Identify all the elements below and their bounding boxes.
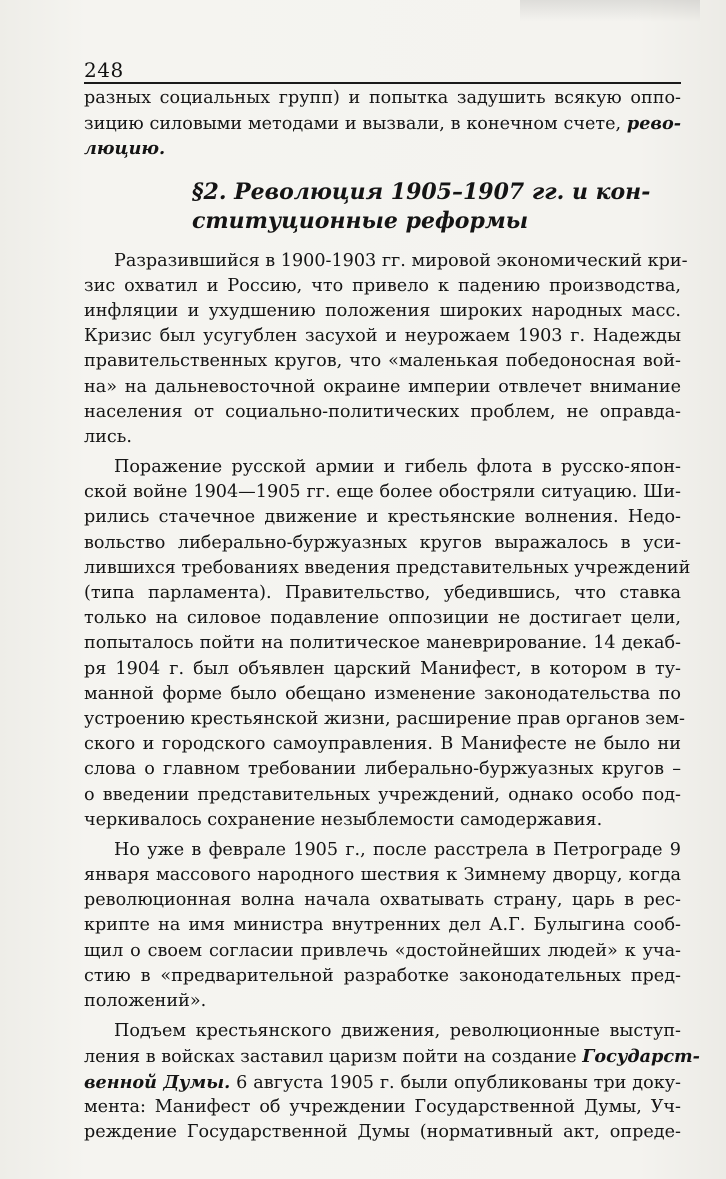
text-line: лившихся требованиях введения представительных учреждений bbox=[84, 557, 691, 578]
text-line bbox=[84, 1044, 700, 1069]
heading-line: §2. Революция 1905–1907 гг. и кон- bbox=[192, 178, 651, 205]
text-line: только на силовое подавление оппозиции не достигает цели, bbox=[84, 608, 681, 629]
text-line: революционная волна начала охватывать страну, царь в рес- bbox=[84, 890, 681, 911]
text-fragment: 6 августа 1905 г. были опубликованы три доку- bbox=[230, 1072, 682, 1093]
text-line: вольство либерально-буржуазных кругов выражалось в уси- bbox=[84, 532, 681, 553]
text-line: разных социальных групп) и попытка задушить всякую оппо- bbox=[84, 88, 681, 108]
section-heading bbox=[192, 178, 681, 236]
text-line bbox=[84, 111, 681, 136]
text-line: о введении представительных учреждений, однако особо под- bbox=[84, 784, 681, 805]
text-line: попыталось пойти на политическое маневрирование. 14 декаб- bbox=[84, 633, 681, 654]
text-line: черкивалось сохранение незыблемости самодержавия. bbox=[84, 809, 603, 830]
text-line: на» на дальневосточной окраине империи отвлечет внимание bbox=[84, 376, 681, 397]
text-block bbox=[84, 86, 700, 1150]
text-line: мента: Манифест об учреждении Государственной Думы, Уч- bbox=[84, 1096, 681, 1117]
paragraph-3 bbox=[84, 838, 681, 1014]
text-line: положений». bbox=[84, 991, 207, 1011]
text-line: (типа парламента). Правительство, убедившись, что ставка bbox=[84, 583, 681, 603]
text-line: стию в «предварительной разработке законодательных пред- bbox=[84, 965, 681, 986]
text-line: крипте на имя министра внутренних дел А.Г. Булыгина сооб- bbox=[84, 915, 681, 936]
text-line: реждение Государственной Думы (нормативный акт, опреде- bbox=[84, 1121, 681, 1142]
text-line: инфляции и ухудшению положения широких народных масс. bbox=[84, 300, 681, 321]
text-fragment: зицию силовыми методами и вызвали, в конечном счете, bbox=[84, 114, 627, 135]
text-line: слова о главном требовании либерально-буржуазных кругов – bbox=[84, 759, 681, 780]
text-line: рились стачечное движение и крестьянские волнения. Недо- bbox=[84, 507, 681, 528]
paragraph-4 bbox=[84, 1019, 700, 1145]
text-line: устроению крестьянской жизни, расширение прав органов зем- bbox=[84, 708, 685, 729]
text-line: щил о своем согласии привлечь «достойнейших людей» к уча- bbox=[84, 940, 681, 961]
text-line: Но уже в феврале 1905 г., после расстрела в Петрограде 9 bbox=[114, 839, 681, 860]
page-number: 248 bbox=[84, 58, 124, 82]
text-line: Разразившийся в 1900-1903 гг. мировой экономический кри- bbox=[114, 250, 688, 271]
bleed-through-shadow bbox=[520, 0, 700, 22]
text-line: лись. bbox=[84, 426, 132, 447]
text-line: зис охватил и Россию, что привело к падению производства, bbox=[84, 275, 681, 296]
text-line: января массового народного шествия к Зимнему дворцу, когда bbox=[84, 865, 681, 886]
emphasis-term: Государст- bbox=[582, 1046, 700, 1068]
text-line bbox=[84, 1070, 681, 1095]
text-fragment: ления в войсках заставил царизм пойти на создание bbox=[84, 1047, 583, 1068]
text-line: Подъем крестьянского движения, революционные выступ- bbox=[114, 1021, 681, 1042]
text-line: правительственных кругов, что «маленькая победоносная вой- bbox=[84, 351, 681, 372]
text-line: Кризис был усугублен засухой и неурожаем 1903 г. Надежды bbox=[84, 326, 681, 347]
text-line: ря 1904 г. был объявлен царский Манифест, в котором в ту- bbox=[84, 658, 681, 679]
paragraph-1 bbox=[84, 249, 688, 451]
emphasis-term: рево- bbox=[626, 113, 681, 135]
emphasis-term: люцию. bbox=[84, 138, 166, 160]
intro-paragraph bbox=[84, 86, 681, 162]
emphasis-term: венной Думы. bbox=[84, 1071, 231, 1093]
paragraph-2 bbox=[84, 455, 691, 833]
heading-line: ституционные реформы bbox=[192, 207, 529, 234]
header-rule bbox=[84, 82, 681, 84]
text-line: ской войне 1904—1905 гг. еще более обостряли ситуацию. Ши- bbox=[84, 482, 681, 503]
text-line: Поражение русской армии и гибель флота в русско-япон- bbox=[114, 457, 681, 478]
text-line: ского и городского самоуправления. В Манифесте не было ни bbox=[84, 734, 681, 755]
text-line: населения от социально-политических проблем, не оправда- bbox=[84, 401, 681, 422]
text-line: манной форме было обещано изменение законодательства по bbox=[84, 683, 681, 704]
